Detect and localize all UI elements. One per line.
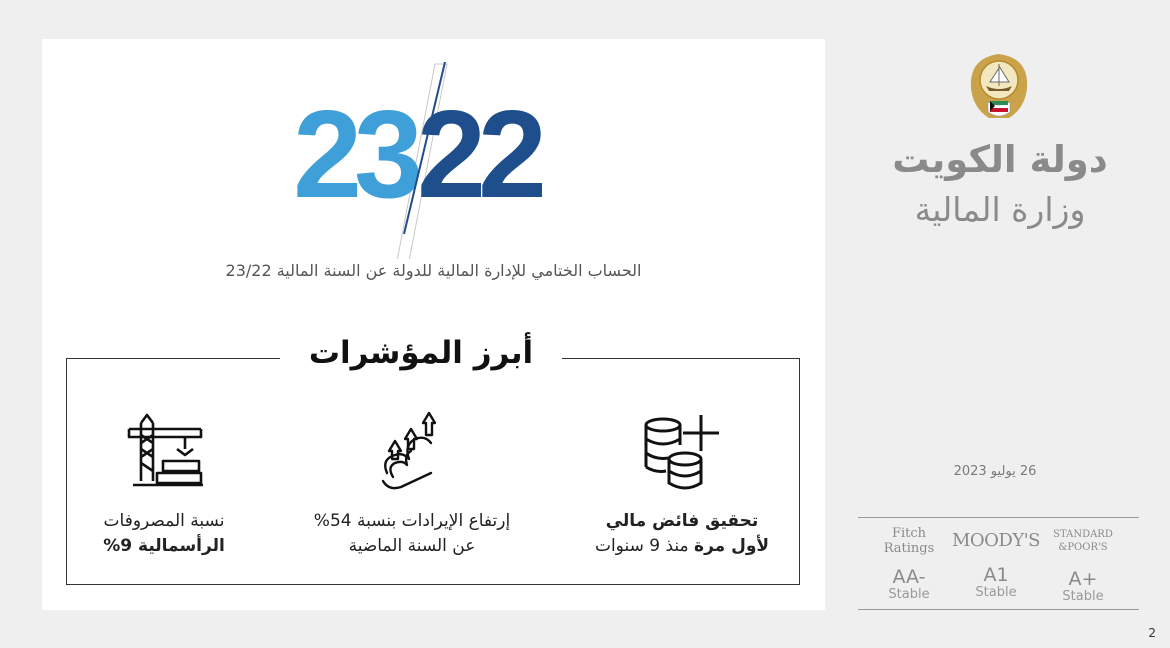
indicator-capital-expenditure-line2: [44, 534, 284, 559]
fitch-outlook: Stable: [888, 587, 930, 602]
sp-grade: A+: [1068, 568, 1098, 590]
moodys-grade: A1: [983, 564, 1009, 586]
indicator-fiscal-surplus-bold: لأول مرة: [694, 536, 770, 556]
ministry-name: وزارة المالية: [914, 190, 1086, 229]
credit-ratings: [858, 517, 1139, 610]
moodys-name: MOODY'S: [951, 530, 1041, 551]
year-graphic: [277, 49, 577, 259]
moodys-logo: [951, 524, 1041, 558]
sp-name-line2: &POOR'S: [1058, 542, 1108, 553]
indicator-revenue-growth-line2: عن السنة الماضية: [348, 536, 476, 556]
indicator-revenue-growth: [292, 409, 532, 556]
sp-logo: [1038, 524, 1128, 562]
indicator-capital-expenditure-bold: الرأسمالية: [138, 536, 225, 556]
moodys-outlook: Stable: [975, 585, 1017, 600]
page-number: 2: [1148, 626, 1156, 640]
indicator-capital-expenditure-line1: نسبة المصروفات: [103, 511, 225, 531]
highlights-title: أبرز المؤشرات: [280, 329, 562, 377]
indicator-capital-expenditure: [44, 409, 284, 556]
indicator-fiscal-surplus-line1: تحقيق فائض مالي: [605, 511, 759, 531]
rating-sp: [1038, 524, 1128, 604]
country-name: دولة الكويت: [892, 138, 1108, 181]
rising-arrows-icon: [367, 409, 457, 495]
main-card: [42, 39, 825, 610]
indicator-fiscal-surplus: [562, 409, 802, 556]
fitch-name-line2: Ratings: [883, 541, 935, 556]
fitch-logo: [864, 524, 954, 560]
indicator-capital-expenditure-rest: 9%: [103, 536, 139, 556]
fitch-name-line1: Fitch: [891, 526, 927, 541]
coins-plus-icon: [637, 409, 727, 495]
indicator-revenue-growth-text: [292, 509, 532, 559]
rating-fitch: [864, 524, 954, 602]
rating-moodys: [951, 524, 1041, 600]
fitch-grade: AA-: [892, 566, 926, 588]
sp-outlook: Stable: [1062, 589, 1104, 604]
year-right-digits: 22: [417, 86, 539, 224]
indicator-fiscal-surplus-rest: منذ 9 سنوات: [594, 536, 695, 556]
indicator-revenue-growth-line1: إرتفاع الإيرادات بنسبة 54%: [313, 511, 511, 531]
indicator-fiscal-surplus-text: [562, 509, 802, 559]
indicator-capital-expenditure-text: [44, 509, 284, 559]
indicator-fiscal-surplus-line2: [562, 534, 802, 559]
report-date: 26 يوليو 2023: [953, 464, 1037, 479]
year-left-digits: 23: [293, 86, 415, 224]
kuwait-emblem-icon: [966, 52, 1032, 124]
sp-name-line1: STANDARD: [1053, 529, 1113, 540]
report-subtitle: الحساب الختامي للإدارة المالية للدولة عن السنة المالية 23/22: [225, 261, 642, 280]
construction-crane-icon: [119, 409, 209, 495]
